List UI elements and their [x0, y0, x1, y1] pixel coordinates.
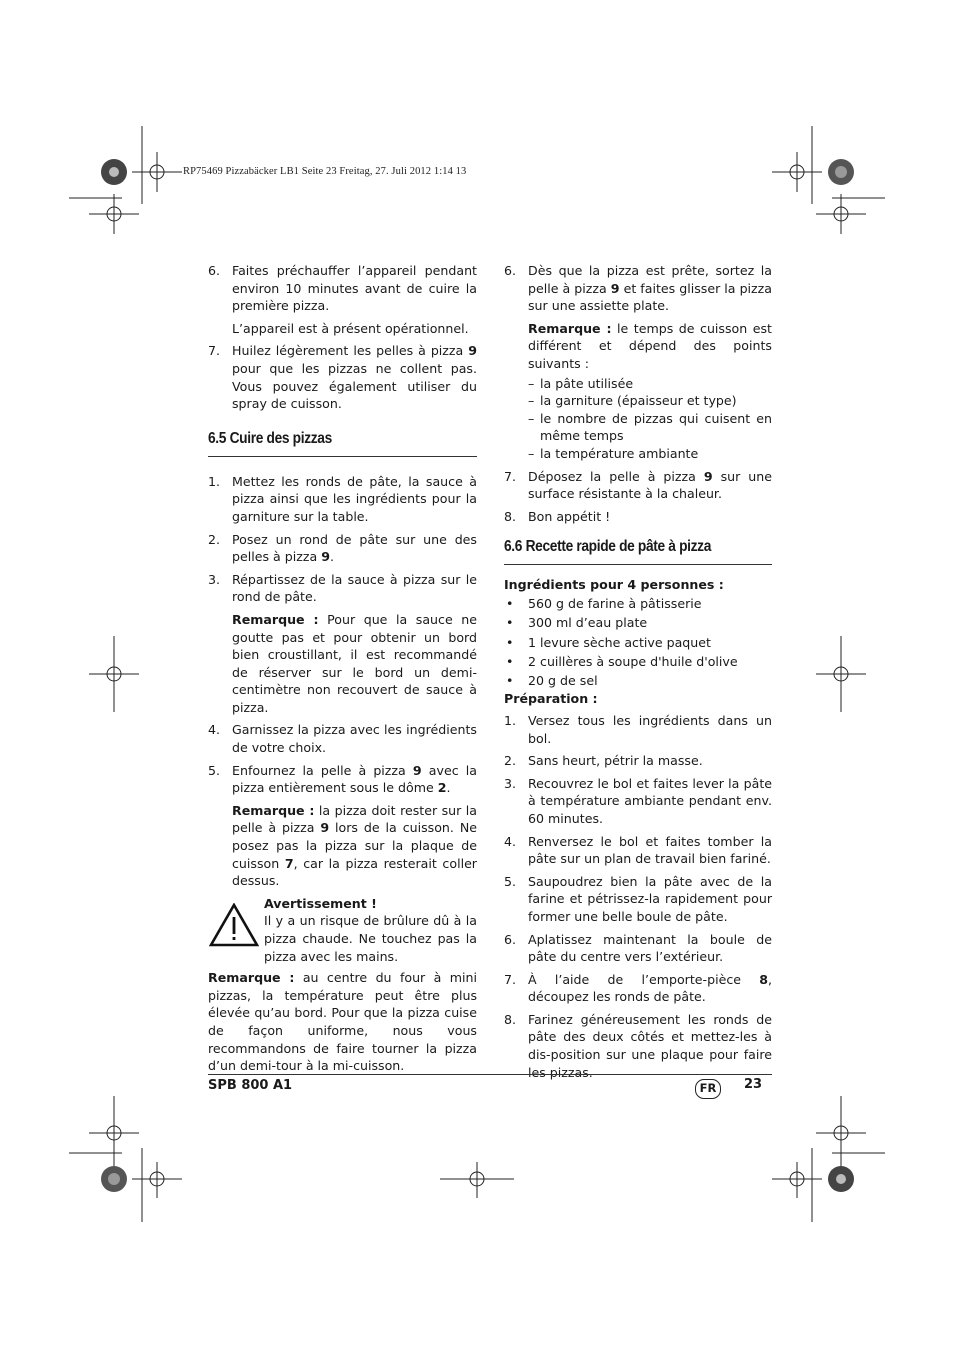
footer-model: SPB 800 A1	[208, 1078, 293, 1093]
prep-step: 5. Saupoudrez bien la pâte avec de la farine et pétrissez-la rapidement pour former une belle boule de pâte.	[504, 873, 772, 924]
ingredients-title: Ingrédients pour 4 personnes :	[504, 577, 724, 593]
final-note: Remarque : au centre du four à mini pizzas, la température peut être plus élevée qu’au bord. Pour que la pizza cuise de façon uniforme, nous vous recommandons de faire tourner la pizza d’un demi-tour à la mi-cuisson.	[208, 970, 478, 1074]
dash-item: – le nombre de pizzas qui cuisent en même temps	[528, 410, 772, 444]
ingredient-item: • 300 ml d’eau plate	[506, 615, 648, 631]
ingredient-item: • 560 g de farine à pâtisserie	[506, 595, 702, 611]
prep-step: 6. Aplatissez maintenant la boule de pâte du centre vers l’extérieur.	[504, 931, 772, 965]
section-6-5	[208, 430, 477, 457]
prep-step: 4. Renversez le bol et faites tomber la pâte sur un plan de travail bien fariné.	[504, 833, 772, 867]
step-7: 7. Huilez légèrement les pelles à pizza 9 pour que les pizzas ne collent pas. Vous pouvez également utiliser du spray de cuisson.	[208, 343, 477, 412]
ingredient-item: • 2 cuillères à soupe d'huile d'olive	[506, 653, 738, 669]
footer-divider	[208, 1074, 772, 1075]
cook-step-4: 4. Garnissez la pizza avec les ingrédients de votre choix.	[208, 722, 477, 756]
cook-step-3-note: Remarque : Pour que la sauce ne goutte pas et pour obtenir un bord bien croustillant, il est recommandé de réserver sur le bord un demi-centimètre non recouvert de sauce à pizza.	[232, 611, 477, 715]
serve-step-8: 8. Bon appétit !	[504, 508, 611, 524]
prep-step: 2. Sans heurt, pétrir la masse.	[504, 753, 703, 769]
serve-step-6-note: Remarque : le temps de cuisson est différent et dépend des points suivants :	[528, 320, 772, 371]
right-column	[504, 262, 772, 1086]
step-6: 6. Faites préchauffer l’appareil pendant environ 10 minutes avant de cuire la première pizza.	[208, 263, 477, 314]
section-divider	[504, 564, 772, 565]
dash-item: – la garniture (épaisseur et type)	[528, 393, 737, 409]
language-badge: FR	[695, 1079, 721, 1099]
step-6-text: Faites préchauffer l’appareil pendant environ 10 minutes avant de cuire la première pizza.	[232, 263, 477, 314]
print-header: RP75469 Pizzabäcker LB1 Seite 23 Freitag, 27. Juli 2012 1:14 13	[183, 166, 467, 177]
warning-triangle-icon	[209, 903, 259, 947]
warning-text: Il y a un risque de brûlure dû à la pizza chaude. Ne touchez pas la pizza avec les mains.	[264, 913, 477, 964]
section-6-6	[504, 538, 772, 565]
section-title-6-6: 6.6 Recette rapide de pâte à pizza	[504, 538, 712, 556]
preparation-title: Préparation :	[504, 691, 598, 707]
prep-step: 1. Versez tous les ingrédients dans un bol.	[504, 712, 772, 746]
ingredient-item: • 1 levure sèche active paquet	[506, 634, 711, 650]
cook-step-2: 2. Posez un rond de pâte sur une des pelles à pizza 9.	[208, 531, 477, 565]
cook-step-3: 3. Répartissez de la sauce à pizza sur le rond de pâte.	[208, 571, 477, 605]
ingredient-item: • 20 g de sel	[506, 673, 598, 689]
cook-step-5: 5. Enfournez la pelle à pizza 9 avec la pizza entièrement sous le dôme 2.	[208, 762, 477, 796]
step-6-followup: L’appareil est à présent opérationnel.	[232, 320, 469, 336]
warning-title: Avertissement !	[264, 895, 377, 911]
dash-item: – la pâte utilisée	[528, 375, 634, 391]
serve-step-6: 6. Dès que la pizza est prête, sortez la pelle à pizza 9 et faites glisser la pizza sur une assiette plate.	[504, 263, 772, 314]
prep-step-7: 7. À l’aide de l’emporte-pièce 8, découpez les ronds de pâte.	[504, 971, 772, 1005]
page-number: 23	[744, 1077, 763, 1092]
dash-item: – la température ambiante	[528, 445, 699, 461]
left-column	[208, 262, 477, 1075]
warning-block	[208, 895, 477, 965]
section-title-6-5: 6.5 Cuire des pizzas	[208, 429, 332, 447]
cook-step-5-note: Remarque : la pizza doit rester sur la pelle à pizza 9 lors de la cuisson. Ne posez pas la pizza sur la plaque de cuisson 7, car la pizza resterait coller dessus.	[232, 802, 477, 889]
section-divider	[208, 456, 477, 457]
cook-step-1: 1. Mettez les ronds de pâte, la sauce à pizza ainsi que les ingrédients pour la garniture sur la table.	[208, 473, 477, 524]
prep-step-8: 8. Farinez généreusement les ronds de pâte des deux côtés et mettez-les à dis-position sur une plaque pour faire les pizzas.	[504, 1011, 772, 1080]
serve-step-7: 7. Déposez la pelle à pizza 9 sur une surface résistante à la chaleur.	[504, 468, 772, 502]
prep-step: 3. Recouvrez le bol et faites lever la pâte à température ambiante pendant env. 60 minutes.	[504, 775, 772, 826]
